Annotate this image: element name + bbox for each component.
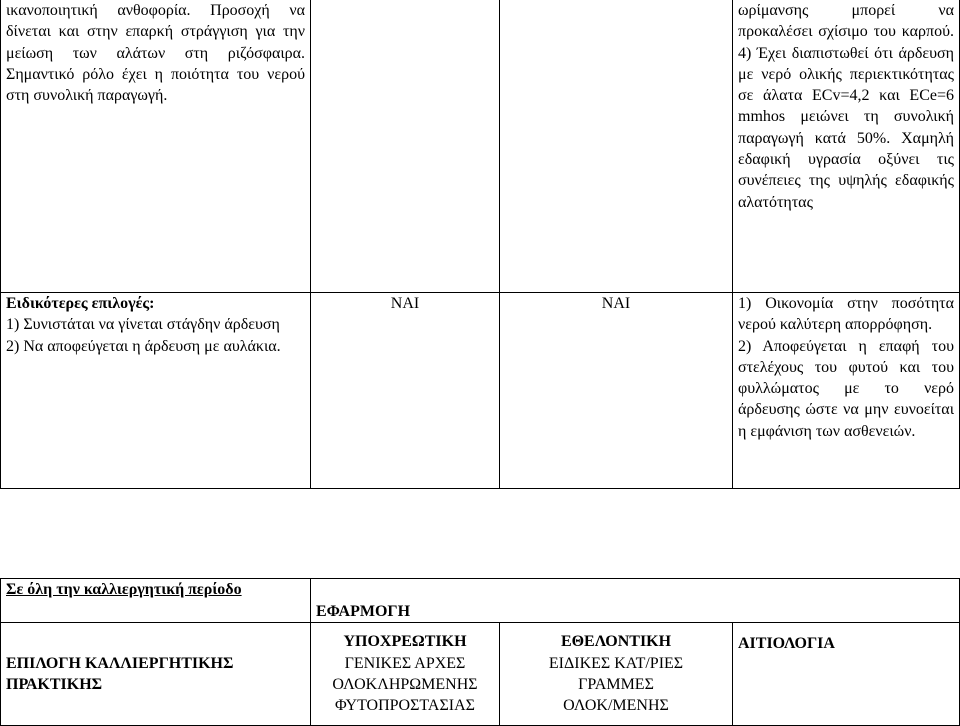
- voluntary-cell: [500, 0, 733, 293]
- justification-header: ΑΙΤΙΟΛΟΓΙΑ: [733, 623, 960, 726]
- mandatory-header: ΥΠΟΧΡΕΩΤΙΚΗ ΓΕΝΙΚΕΣ ΑΡΧΕΣ ΟΛΟΚΛΗΡΩΜΕΝΗΣ ΦΥΤΟΠΡΟΣΤΑΣΙΑΣ: [311, 623, 500, 726]
- table-row: [1, 293, 960, 489]
- practices-table-header: [0, 578, 960, 726]
- voluntary-header: ΕΘΕΛΟΝΤΙΚΗ ΕΙΔΙΚΕΣ ΚΑΤ/ΡΙΕΣ ΓΡΑΜΜΕΣ ΟΛΟΚ/ΜΕΝΗΣ: [500, 623, 733, 726]
- application-header: ΕΦΑΡΜΟΓΗ: [311, 579, 960, 623]
- table-row: [1, 623, 960, 726]
- mandatory-cell: ΝΑΙ: [311, 293, 500, 489]
- specific-options-heading: Ειδικότερες επιλογές:: [6, 295, 155, 312]
- practice-header: ΕΠΙΛΟΓΗ ΚΑΛΛΙΕΡΓΗΤΙΚΗΣ ΠΡΑΚΤΙΚΗΣ: [1, 623, 311, 726]
- list-item: 1) Οικονομία στην ποσότητα νερού καλύτερη απορρόφηση.: [738, 295, 954, 334]
- mandatory-cell: [311, 0, 500, 293]
- list-item: 2) Αποφεύγεται η επαφή του στελέχους του φυτού και του φυλλώματος με το νερό άρδευσης ώστε να μην ευνοείται η εμφάνιση των ασθενειών.: [738, 337, 954, 440]
- period-cell: Σε όλη την καλλιεργητική περίοδο: [1, 579, 311, 623]
- table-row: [1, 0, 960, 293]
- list-item: 2) Να αποφεύγεται η άρδευση με αυλάκια.: [6, 337, 281, 355]
- voluntary-cell: ΝΑΙ: [500, 293, 733, 489]
- table-row: [1, 579, 960, 623]
- practice-description-cell: [1, 293, 311, 489]
- practice-description-cell: ικανοποιητική ανθοφορία. Προσοχή να δίνεται και στην επαρκή στράγγιση για την μείωση των αλάτων στη ριζόσφαιρα. Σημαντικό ρόλο έχει η ποιότητα του νερού στη συνολική παραγωγή.: [1, 0, 311, 293]
- list-item: 1) Συνιστάται να γίνεται στάγδην άρδευση: [6, 316, 280, 334]
- justification-cell: [733, 293, 960, 489]
- justification-cell: ωρίμανσης μπορεί να προκαλέσει σχίσιμο του καρπού. 4) Έχει διαπιστωθεί ότι άρδευση με νερό ολικής περιεκτικότητας σε άλατα ECv=4,2 και ECe=6 mmhos μειώνει τη συνολική παραγωγή κατά 50%. Χαμηλή εδαφική υγρασία οξύνει τις συνέπειες της υψηλής εδαφικής αλατότητας: [733, 0, 960, 293]
